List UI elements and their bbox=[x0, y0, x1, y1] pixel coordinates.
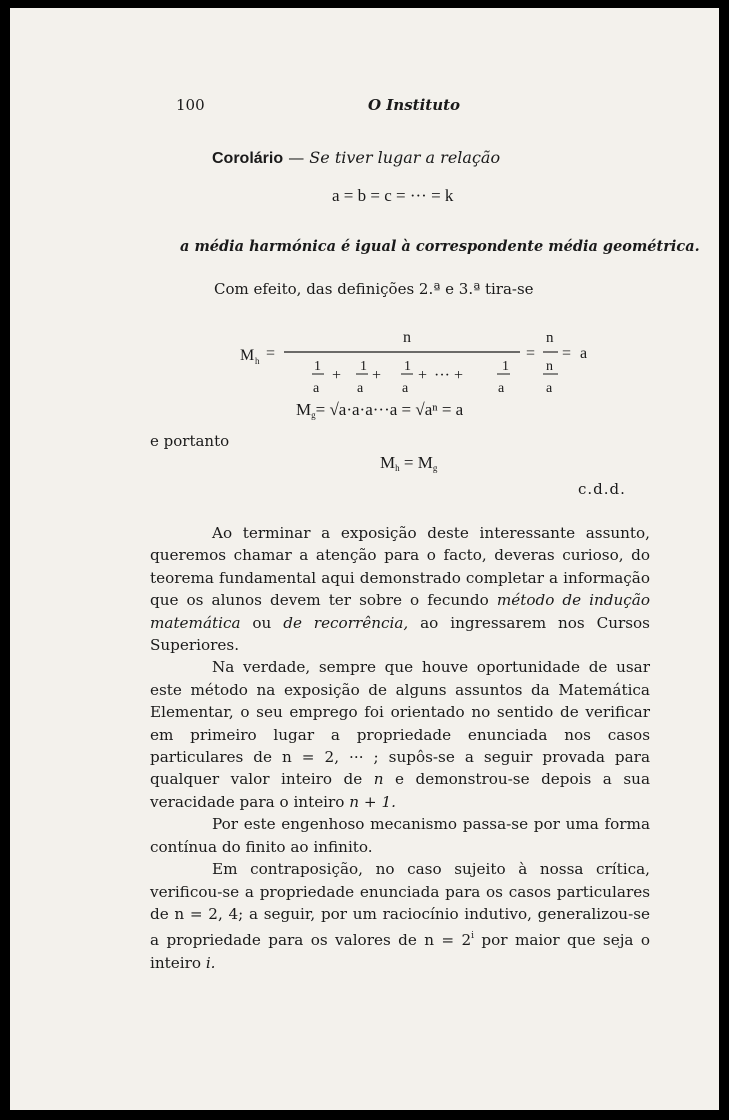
mh-equals-3: = bbox=[562, 345, 572, 362]
qed-mark: c.d.d. bbox=[578, 480, 626, 498]
den-plus-1: + bbox=[332, 367, 342, 384]
mh-symbol: M bbox=[240, 347, 255, 364]
den-one-2: 1 bbox=[360, 359, 367, 374]
mid-den-n: n bbox=[546, 359, 553, 374]
mh-equals: = bbox=[266, 345, 276, 362]
body-text bbox=[150, 522, 650, 974]
geometric-mean-formula bbox=[296, 400, 463, 420]
running-title: O Instituto bbox=[368, 96, 461, 114]
page-sheet bbox=[10, 8, 719, 1110]
corollary-label: Corolário bbox=[212, 150, 284, 167]
mg-symbol: M bbox=[296, 400, 312, 419]
corollary-dash: — bbox=[283, 148, 310, 167]
mh-equals-2: = bbox=[526, 345, 536, 362]
corollary-heading bbox=[212, 148, 500, 168]
mh-eq-right-sub: g bbox=[432, 463, 438, 473]
den-a-4: a bbox=[498, 381, 505, 396]
mh-equals-mg bbox=[380, 453, 437, 473]
mid-den-a: a bbox=[546, 381, 553, 396]
den-one-3: 1 bbox=[404, 359, 411, 374]
therefore-text: e portanto bbox=[150, 432, 230, 450]
harmonic-mean-svg bbox=[238, 326, 598, 398]
mh-subscript: h bbox=[255, 356, 260, 366]
den-one-4: 1 bbox=[502, 359, 509, 374]
den-one-1: 1 bbox=[314, 359, 321, 374]
corollary-text: Se tiver lugar a relação bbox=[309, 148, 501, 167]
paragraph: Ao terminar a exposição deste interessante assunto, queremos chamar a atenção para o facto, deveras curioso, do teorema fundamental aqui demonstrado completar a informação que os alunos devem ter sobre o fecundo método de indução matemática ou de recorrência, ao ingressarem nos Cursos Superiores. bbox=[150, 524, 650, 655]
relation-equation: a = b = c = ··· = k bbox=[332, 186, 454, 205]
den-plus-3: + bbox=[418, 367, 428, 384]
den-plus-2: + bbox=[372, 367, 382, 384]
den-plus-4: + bbox=[454, 367, 464, 384]
mh-eq-left: M bbox=[380, 453, 396, 472]
paragraph: Em contraposição, no caso sujeito à nossa crítica, verificou-se a propriedade enunciada para os casos particulares de n = 2, 4; a seguir, por um raciocínio indutivo, generalizou-se a propriedade para os valores de $n = 2^i$ por maior que seja o inteiro i. bbox=[150, 860, 650, 972]
den-dots: ··· bbox=[434, 367, 450, 384]
paragraph: Na verdade, sempre que houve oportunidade de usar este método na exposição de alguns assuntos da Matemática Elementar, o seu emprego foi orientado no sentido de verificar em primeiro lugar a propriedade enunciada nos casos particulares de n = 2, ··· ; supôs-se a seguir provada para qualquer valor inteiro de n e demonstrou-se depois a sua veracidade para o inteiro n + 1. bbox=[150, 658, 650, 811]
intro-line: Com efeito, das definições 2.ª e 3.ª tira-se bbox=[214, 280, 534, 298]
den-a-3: a bbox=[402, 381, 409, 396]
harmonic-mean-formula bbox=[238, 326, 598, 398]
mg-subscript: g bbox=[311, 410, 316, 420]
corollary-statement: a média harmónica é igual à correspondente média geométrica. bbox=[180, 238, 700, 255]
mid-numerator: n bbox=[546, 330, 554, 346]
den-a-2: a bbox=[357, 381, 364, 396]
mh-result: a bbox=[580, 345, 588, 362]
page-number: 100 bbox=[176, 96, 205, 114]
mg-rhs: = √a·a·a···a = √aⁿ = a bbox=[315, 400, 464, 419]
mh-eq-mid: = M bbox=[399, 453, 433, 472]
den-a-1: a bbox=[313, 381, 320, 396]
mh-eq-left-sub: h bbox=[395, 463, 400, 473]
mh-numerator: n bbox=[403, 329, 411, 346]
paragraph: Por este engenhoso mecanismo passa-se por uma forma contínua do finito ao infinito. bbox=[150, 815, 650, 856]
